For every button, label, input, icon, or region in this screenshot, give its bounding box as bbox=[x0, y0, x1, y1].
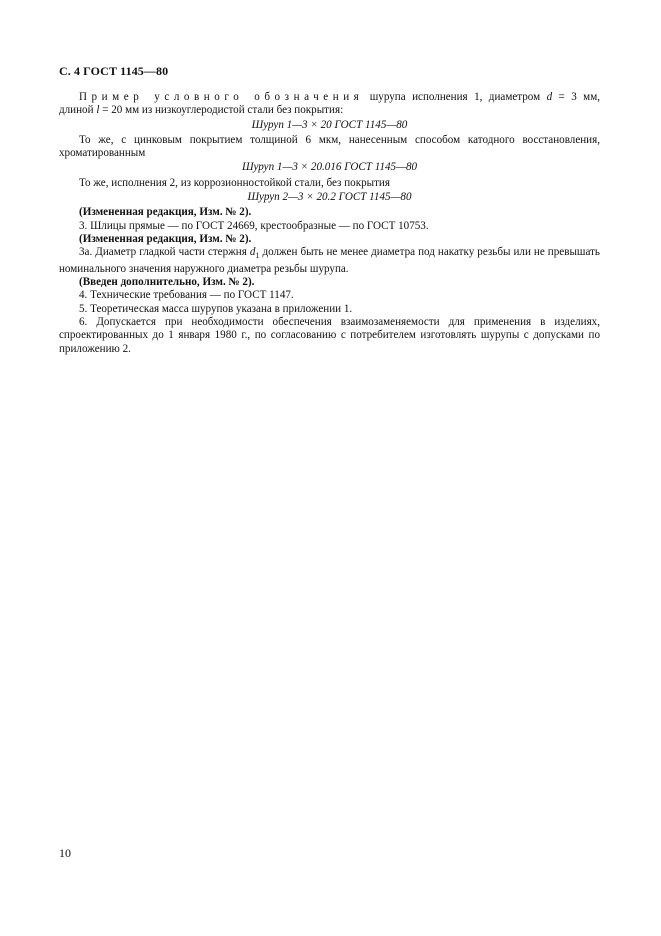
revision-note-1: (Измененная редакция, Изм. № 2). bbox=[79, 206, 252, 219]
example-text-3: = 20 мм из низкоуглеродистой стали без покрытия: bbox=[99, 104, 344, 117]
page-header: С. 4 ГОСТ 1145—80 bbox=[59, 64, 169, 78]
same-zinc-paragraph: То же, с цинковым покрытием толщиной 6 мкм, нанесенным способом катодного восстановления, хроматированным bbox=[59, 133, 600, 160]
example-text-2: = 3 мм, длиной bbox=[59, 91, 600, 117]
item-5: 5. Теоретическая масса шурупов указана в приложении 1. bbox=[79, 302, 353, 315]
item-4: 4. Технические требования — по ГОСТ 1147. bbox=[79, 289, 294, 302]
example-text-1: шурупа исполнения 1, диаметром bbox=[363, 91, 547, 103]
item-3a-text-1: 3а. Диаметр гладкой части стержня bbox=[79, 246, 250, 259]
same-exec2-paragraph: То же, исполнения 2, из коррозионностойкой стали, без покрытия bbox=[79, 176, 390, 189]
example-lead: Пример условного обозначения bbox=[79, 91, 364, 103]
added-note: (Введен дополнительно, Изм. № 2). bbox=[79, 276, 255, 289]
designation-1: Шуруп 1—3 × 20 ГОСТ 1145—80 bbox=[251, 118, 408, 131]
diameter-symbol: d bbox=[546, 91, 553, 103]
d1-symbol: d bbox=[249, 246, 256, 259]
length-symbol: l bbox=[96, 104, 100, 117]
item-3a bbox=[59, 246, 600, 276]
page-number: 10 bbox=[59, 846, 71, 860]
item-3a-text-2: должен быть не менее диаметра под накатку резьбы или не превышать номинального значения наружного диаметра резьбы шурупа. bbox=[59, 246, 600, 275]
item-6: 6. Допускается при необходимости обеспечения взаимозаменяемости для применения в изделиях, спроектированных до 1 января 1980 г., по согласованию с потребителем изготовлять шурупы с допусками по приложению 2. bbox=[59, 315, 600, 355]
d1-subscript: 1 bbox=[255, 251, 260, 261]
designation-3: Шуруп 2—3 × 20.2 ГОСТ 1145—80 bbox=[247, 191, 412, 204]
page-content bbox=[59, 91, 600, 356]
designation-2: Шуруп 1—3 × 20.016 ГОСТ 1145—80 bbox=[241, 161, 418, 174]
revision-note-2: (Измененная редакция, Изм. № 2). bbox=[79, 232, 252, 245]
item-3: 3. Шлицы прямые — по ГОСТ 24669, крестообразные — по ГОСТ 10753. bbox=[79, 219, 429, 232]
example-paragraph bbox=[59, 91, 600, 118]
